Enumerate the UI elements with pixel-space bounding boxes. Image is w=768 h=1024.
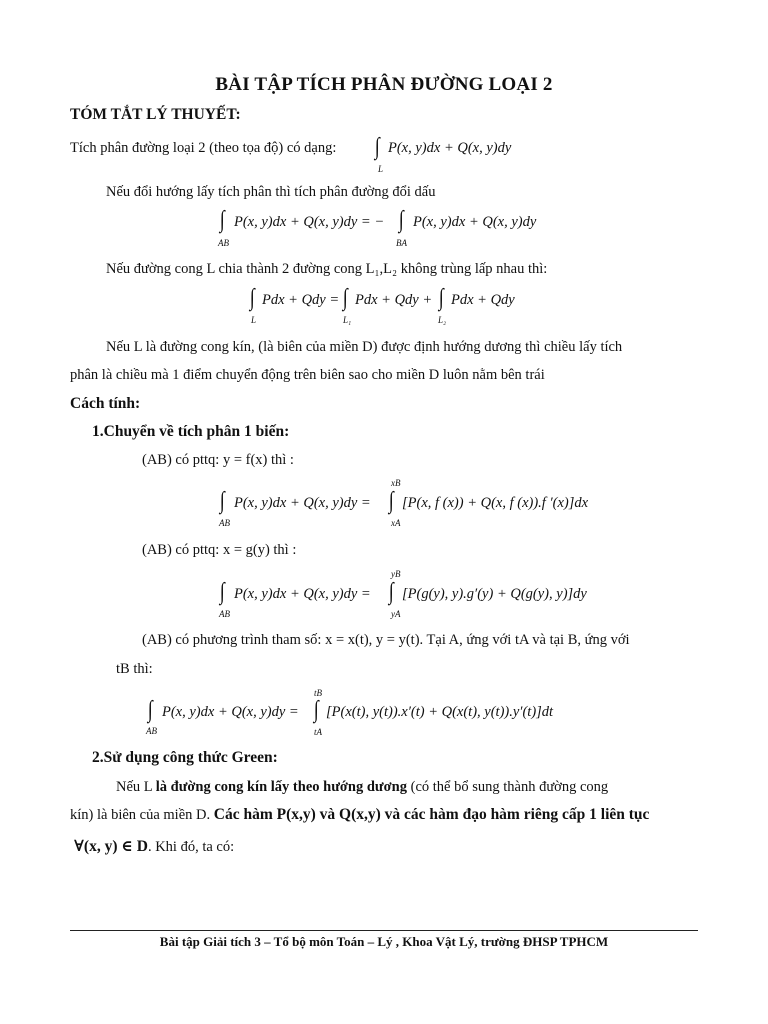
text-span: kín) là biên của miền D. bbox=[70, 807, 214, 823]
formula-right: [P(x, f (x)) + Q(x, f (x)).f ′(x)]dx bbox=[402, 495, 589, 511]
green-line-3 bbox=[74, 836, 234, 856]
integral-sign: ∫ bbox=[388, 579, 394, 605]
formula-left: P(x, y)dx + Q(x, y)dy = bbox=[162, 704, 299, 720]
integral-subscript: L₁ bbox=[343, 315, 352, 325]
green-line-2 bbox=[70, 806, 649, 824]
integral-sign: ∫ bbox=[388, 488, 394, 514]
integral-subscript: L bbox=[251, 315, 257, 325]
integral-sign: ∫ bbox=[219, 579, 225, 605]
integral-sign: ∫ bbox=[398, 207, 404, 233]
formula-part: Pdx + Qdy = bbox=[262, 292, 340, 308]
text-span: (có thể bổ sung thành đường cong bbox=[406, 779, 609, 795]
integral-subscript: AB bbox=[218, 238, 229, 248]
formula-expression: P(x, y)dx + Q(x, y)dy bbox=[388, 140, 512, 156]
paragraph-direction-change: Nếu đổi hướng lấy tích phân thì tích phân đường đổi dấu bbox=[106, 184, 436, 200]
integral-subscript: AB bbox=[146, 726, 157, 736]
case-parametric-2: tB thì: bbox=[116, 661, 153, 677]
integral-upper-limit: xB bbox=[391, 478, 401, 488]
integral-sign: ∫ bbox=[219, 207, 225, 233]
formula-right: [P(g(y), y).g′(y) + Q(g(y), y)]dy bbox=[402, 586, 587, 602]
formula-right: P(x, y)dx + Q(x, y)dy bbox=[413, 214, 537, 230]
paragraph-split-curve: Nếu đường cong L chia thành 2 đường cong L₁,L₂ không trùng lấp nhau thì: bbox=[106, 261, 548, 277]
method2-heading: 2.Sử dụng công thức Green: bbox=[92, 749, 278, 766]
integral-subscript: AB bbox=[219, 518, 230, 528]
integral-lower-limit: yA bbox=[391, 609, 401, 619]
integral-sign: ∫ bbox=[219, 488, 225, 514]
case-explicit-x: (AB) có pttq: x = g(y) thì : bbox=[142, 542, 297, 558]
formula-part: Pdx + Qdy + bbox=[355, 292, 433, 308]
case-parametric-1: (AB) có phương trình tham số: x = x(t), y = y(t). Tại A, ứng với tA và tại B, ứng với bbox=[142, 632, 630, 648]
bold-span: Các hàm P(x,y) và Q(x,y) và các hàm đạo hàm riêng cấp 1 liên tục bbox=[213, 806, 650, 823]
formula-part: Pdx + Qdy bbox=[451, 292, 515, 308]
integral-sign: ∫ bbox=[147, 697, 153, 723]
integral-lower-limit: xA bbox=[391, 518, 401, 528]
text-span: Nếu L bbox=[116, 779, 156, 795]
formula-left: P(x, y)dx + Q(x, y)dy = bbox=[234, 586, 371, 602]
integral-sign: ∫ bbox=[438, 285, 444, 311]
page-title: BÀI TẬP TÍCH PHÂN ĐƯỜNG LOẠI 2 bbox=[215, 74, 553, 95]
integral-sign: ∫ bbox=[374, 134, 380, 160]
page-footer: Bài tập Giải tích 3 – Tổ bộ môn Toán – Lý , Khoa Vật Lý, trường ĐHSP TPHCM bbox=[159, 934, 609, 949]
formula-left: P(x, y)dx + Q(x, y)dy = − bbox=[234, 214, 385, 230]
case-explicit-y: (AB) có pttq: y = f(x) thì : bbox=[142, 452, 294, 468]
integral-sign: ∫ bbox=[249, 285, 255, 311]
method-heading: Cách tính: bbox=[70, 395, 141, 412]
text-span: . Khi đó, ta có: bbox=[147, 839, 235, 855]
integral-subscript: AB bbox=[219, 609, 230, 619]
formula-right: [P(x(t), y(t)).x′(t) + Q(x(t), y(t)).y′(t)]dt bbox=[326, 704, 554, 720]
formula-left: P(x, y)dx + Q(x, y)dy = bbox=[234, 495, 371, 511]
paragraph-closed-curve-2: phân là chiều mà 1 điểm chuyển động trên biên sao cho miền D luôn nằm bên trái bbox=[70, 367, 545, 383]
integral-upper-limit: tB bbox=[314, 688, 322, 698]
summary-heading: TÓM TẮT LÝ THUYẾT: bbox=[70, 106, 241, 123]
paragraph-closed-curve-1: Nếu L là đường cong kín, (là biên của miền D) được định hướng dương thì chiều lấy tích bbox=[106, 339, 623, 355]
integral-subscript: BA bbox=[396, 238, 407, 248]
footer-divider bbox=[70, 930, 698, 931]
integral-sign: ∫ bbox=[342, 285, 348, 311]
integral-sign: ∫ bbox=[313, 697, 319, 723]
bold-span: là đường cong kín lấy theo hướng dương bbox=[155, 779, 407, 795]
method1-heading: 1.Chuyển về tích phân 1 biến: bbox=[92, 423, 290, 440]
integral-upper-limit: yB bbox=[391, 569, 401, 579]
integral-subscript: L bbox=[378, 164, 384, 174]
integral-lower-limit: tA bbox=[314, 727, 322, 737]
paragraph-definition: Tích phân đường loại 2 (theo tọa độ) có dạng: bbox=[70, 140, 337, 156]
integral-subscript: L₂ bbox=[438, 315, 447, 325]
green-line-1 bbox=[116, 779, 608, 796]
bold-span: ∀(x, y) ∈ D bbox=[74, 838, 148, 855]
